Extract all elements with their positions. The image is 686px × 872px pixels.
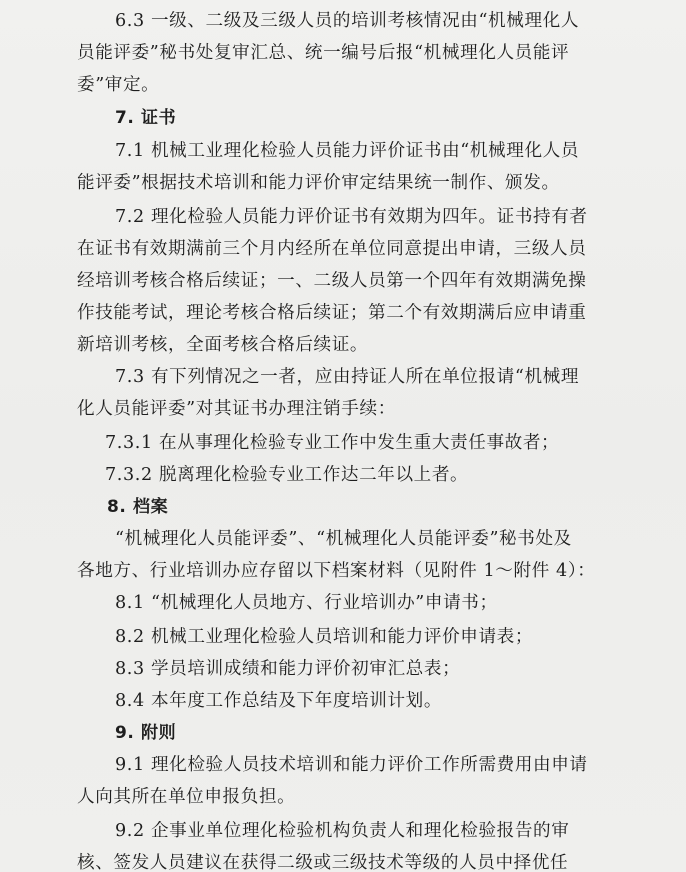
text-line: 8.3 学员培训成绩和能力评价初审汇总表； (115, 659, 461, 679)
text-line: 化人员能评委”对其证书办理注销手续： (77, 399, 396, 419)
text-line: 8.1 “机械理化人员地方、行业培训办”申请书； (115, 593, 498, 613)
text-line: 能评委”根据技术培训和能力评价审定结果统一制作、颁发。 (77, 173, 560, 193)
text-line: 7.3.2 脱离理化检验专业工作达二年以上者。 (105, 465, 469, 485)
text-line: 经培训考核合格后续证；一、二级人员第一个四年有效期满免操 (77, 271, 587, 291)
text-line: 各地方、行业培训办应存留以下档案材料（见附件 1～附件 4）： (77, 561, 596, 581)
text-line: 新培训考核，全面考核合格后续证。 (77, 335, 369, 355)
text-line: 委”审定。 (77, 75, 160, 95)
text-line: 9.1 理化检验人员技术培训和能力评价工作所需费用由申请 (115, 755, 588, 775)
text-line: 7.1 机械工业理化检验人员能力评价证书由“机械理化人员 (115, 141, 580, 161)
text-line: 8.2 机械工业理化检验人员培训和能力评价申请表； (115, 627, 534, 647)
text-line: 7.3.1 在从事理化检验专业工作中发生重大责任事故者； (105, 433, 560, 453)
text-line: 8.4 本年度工作总结及下年度培训计划。 (115, 691, 443, 711)
section-heading: 8. 档案 (107, 497, 169, 517)
text-line: “机械理化人员能评委”、“机械理化人员能评委”秘书处及 (115, 529, 572, 549)
text-line: 员能评委”秘书处复审汇总、统一编号后报“机械理化人员能评 (77, 43, 570, 63)
text-line: 6.3 一级、二级及三级人员的培训考核情况由“机械理化人 (115, 11, 580, 31)
text-line: 在证书有效期满前三个月内经所在单位同意提出申请，三级人员 (77, 239, 587, 259)
text-line: 7.3 有下列情况之一者，应由持证人所在单位报请“机械理 (115, 367, 580, 387)
section-heading: 7. 证书 (115, 108, 177, 128)
text-line: 核、签发人员建议在获得二级或三级技术等级的人员中择优任 (77, 853, 569, 872)
text-line: 作技能考试，理论考核合格后续证；第二个有效期满后应申请重 (77, 303, 587, 323)
text-line: 7.2 理化检验人员能力评价证书有效期为四年。证书持有者 (115, 207, 588, 227)
section-heading: 9. 附则 (115, 723, 177, 743)
text-line: 人向其所在单位申报负担。 (77, 787, 296, 807)
text-line: 9.2 企事业单位理化检验机构负责人和理化检验报告的审 (115, 821, 570, 841)
